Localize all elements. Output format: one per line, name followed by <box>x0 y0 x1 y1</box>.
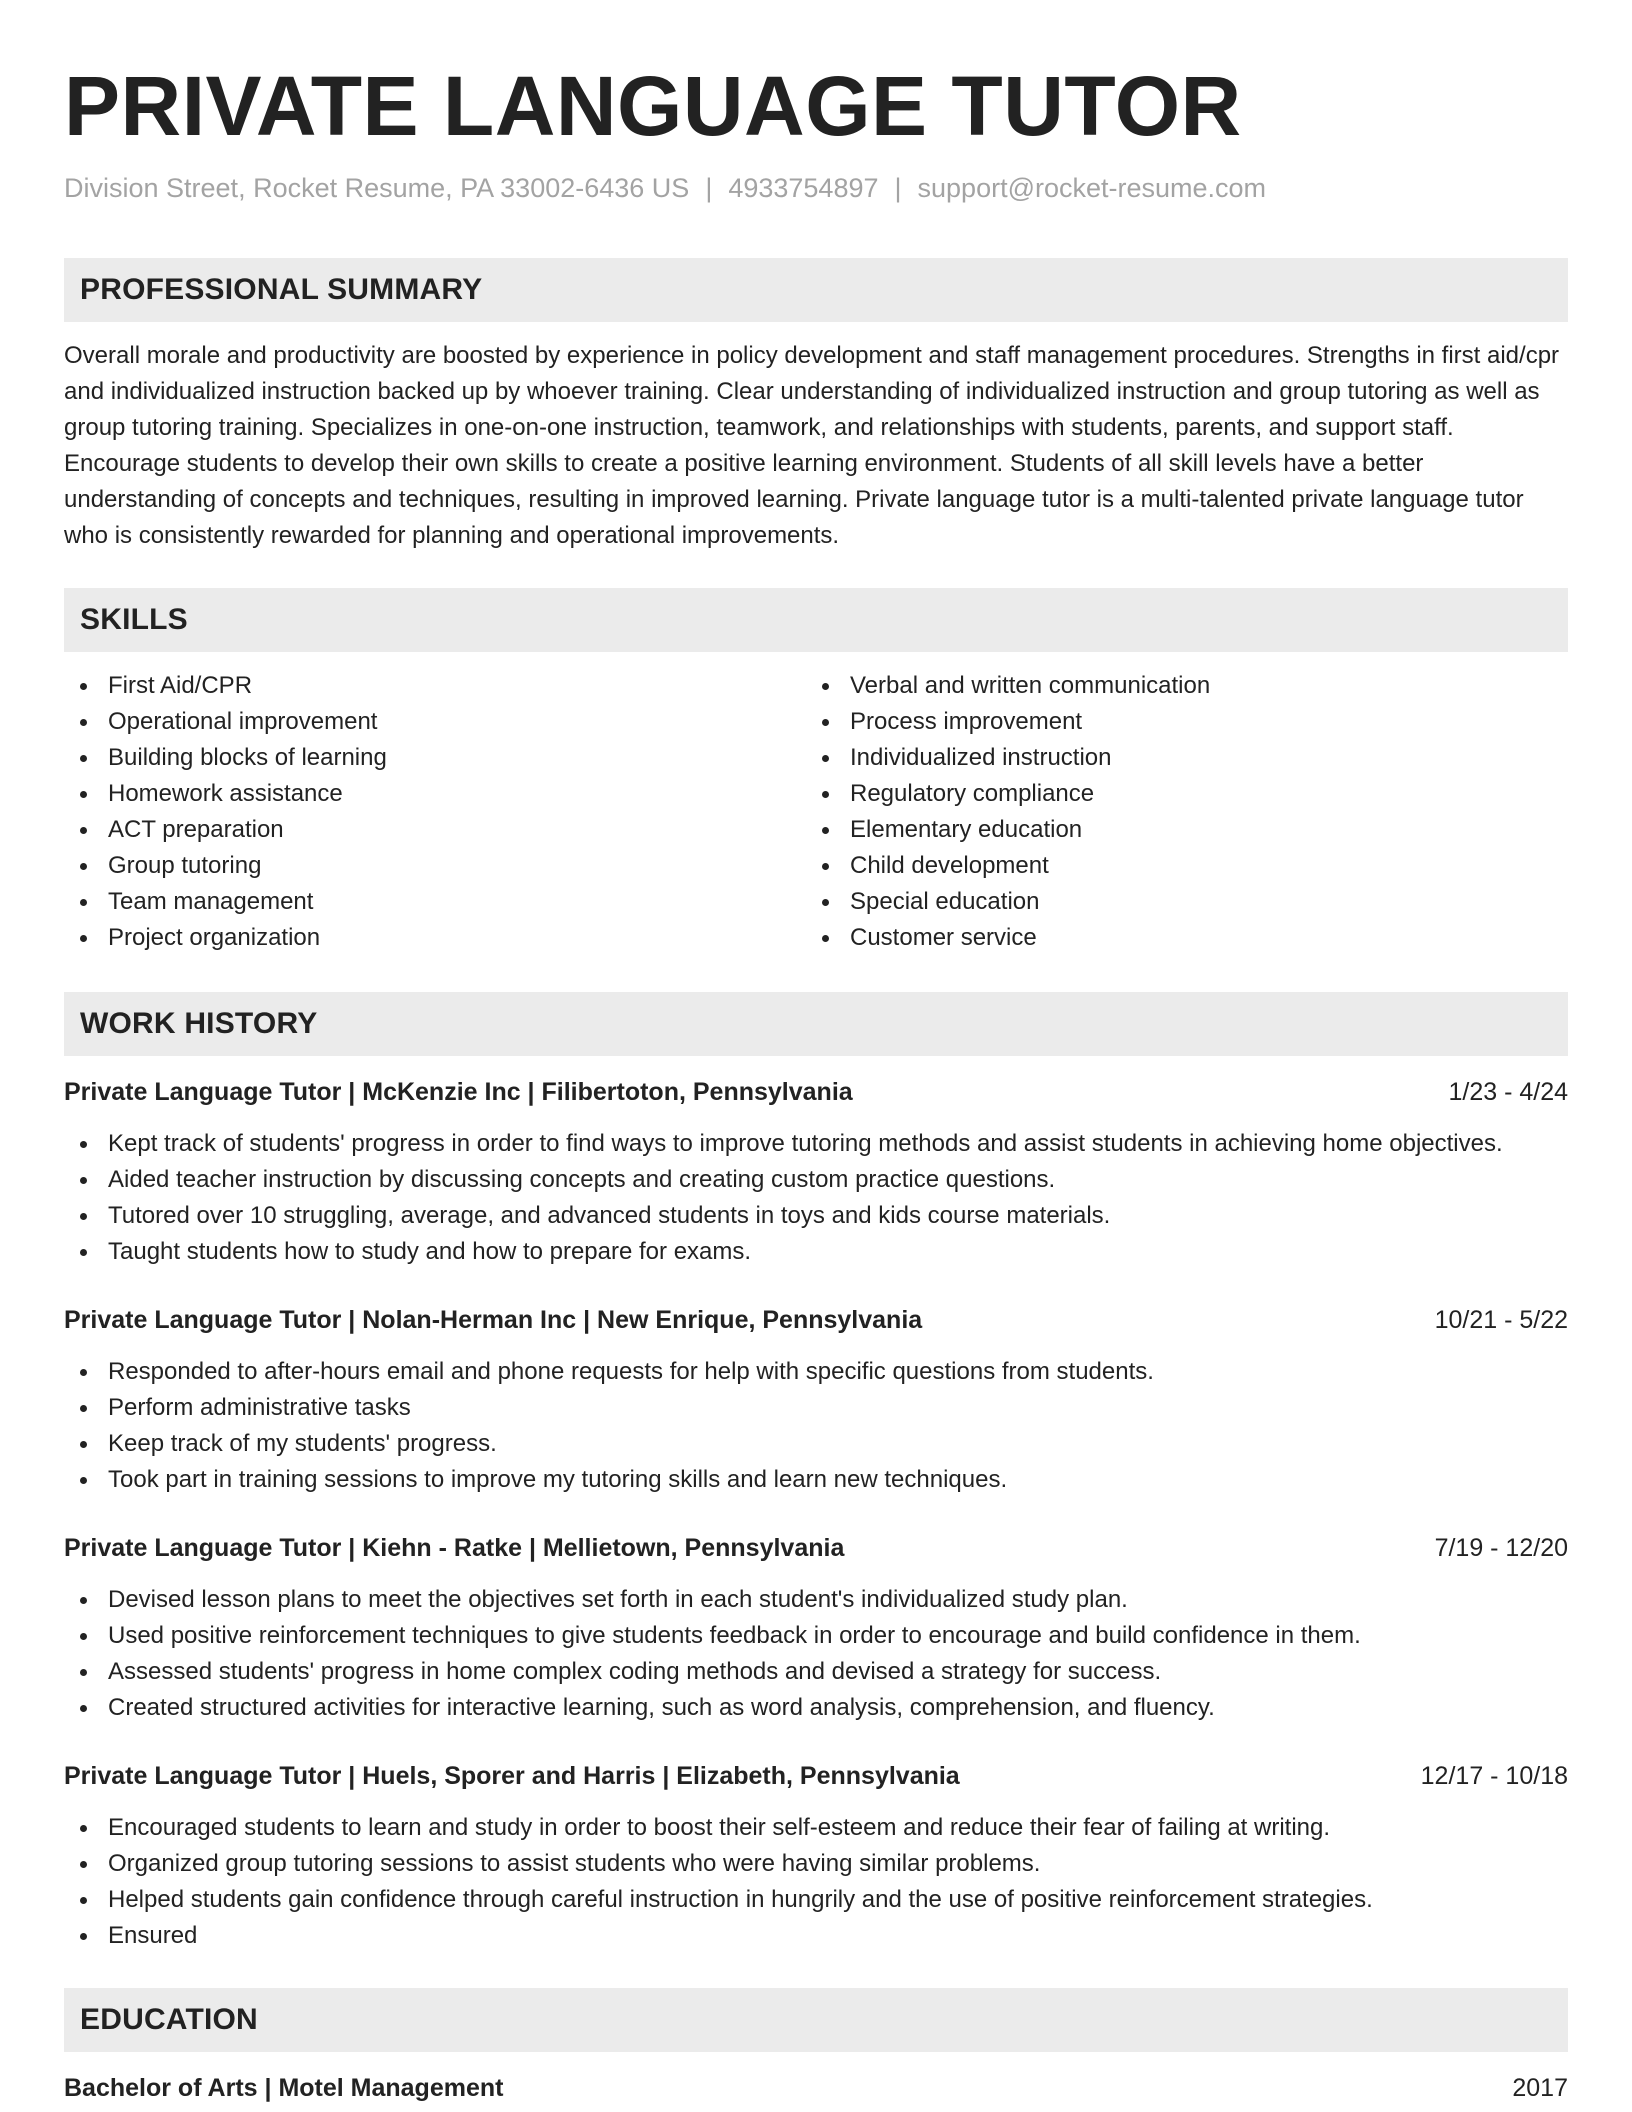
job-dates: 12/17 - 10/18 <box>1420 1762 1568 1790</box>
contact-address: Division Street, Rocket Resume, PA 33002-6436 US <box>64 173 690 203</box>
job-dates: 10/21 - 5/22 <box>1434 1306 1568 1334</box>
skills-heading: SKILLS <box>64 588 1568 652</box>
contact-separator: | <box>894 173 902 203</box>
job-bullet: Keep track of my students' progress. <box>64 1426 1568 1462</box>
skill-item: Verbal and written communication <box>806 668 1548 704</box>
resume-name: PRIVATE LANGUAGE TUTOR <box>64 59 1242 153</box>
job-bullet: Organized group tutoring sessions to assist students who were having similar problems. <box>64 1846 1568 1882</box>
job-title: Private Language Tutor | McKenzie Inc | Filibertoton, Pennsylvania <box>64 1078 853 1106</box>
skill-item: Regulatory compliance <box>806 776 1548 812</box>
contact-separator: | <box>705 173 713 203</box>
resume-page <box>64 56 1568 2106</box>
job-bullet: Tutored over 10 struggling, average, and advanced students in toys and kids course materials. <box>64 1198 1568 1234</box>
job-entry <box>64 1074 1568 1270</box>
contact-phone: 4933754897 <box>728 173 879 203</box>
education-year: 2017 <box>1512 2074 1568 2102</box>
skill-item: Individualized instruction <box>806 740 1548 776</box>
job-bullets <box>64 1126 1568 1270</box>
job-entry <box>64 1530 1568 1726</box>
job-bullet: Kept track of students' progress in order to find ways to improve tutoring methods and assist students in achieving home objectives. <box>64 1126 1568 1162</box>
education-entry <box>64 2070 1568 2106</box>
skill-item: Customer service <box>806 920 1548 956</box>
job-bullet: Responded to after-hours email and phone requests for help with specific questions from students. <box>64 1354 1568 1390</box>
skill-item: Child development <box>806 848 1548 884</box>
job-header <box>64 1074 1568 1110</box>
summary-heading: PROFESSIONAL SUMMARY <box>64 258 1568 322</box>
skill-item: Special education <box>806 884 1548 920</box>
job-title: Private Language Tutor | Nolan-Herman Inc | New Enrique, Pennsylvania <box>64 1306 923 1334</box>
job-header <box>64 1302 1568 1338</box>
job-bullet: Assessed students' progress in home complex coding methods and devised a strategy for success. <box>64 1654 1568 1690</box>
job-bullet: Helped students gain confidence through careful instruction in hungrily and the use of positive reinforcement strategies. <box>64 1882 1568 1918</box>
skill-item: Group tutoring <box>64 848 806 884</box>
job-bullet: Ensured <box>64 1918 1568 1954</box>
education-degree: Bachelor of Arts | Motel Management <box>64 2074 504 2102</box>
job-title: Private Language Tutor | Huels, Sporer and Harris | Elizabeth, Pennsylvania <box>64 1762 960 1790</box>
job-entry <box>64 1302 1568 1498</box>
skill-item: Project organization <box>64 920 806 956</box>
skill-item: Process improvement <box>806 704 1548 740</box>
job-bullets <box>64 1354 1568 1498</box>
skill-item: Building blocks of learning <box>64 740 806 776</box>
skill-item: Homework assistance <box>64 776 806 812</box>
skills-column-left <box>64 668 806 956</box>
work-history-heading: WORK HISTORY <box>64 992 1568 1056</box>
job-header <box>64 1530 1568 1566</box>
job-entry <box>64 1758 1568 1954</box>
job-bullet: Took part in training sessions to improve my tutoring skills and learn new techniques. <box>64 1462 1568 1498</box>
summary-text: Overall morale and productivity are boosted by experience in policy development and staff management procedures. Strengths in first aid/cpr and individualized instruction backed up by whoever training. Clear understanding of individualized instruction and group tutoring as well as group tutoring training. Specializes in one-on-one instruction, teamwork, and relationships with students, parents, and support staff. Encourage students to develop their own skills to create a positive learning environment. Students of all skill levels have a better understanding of concepts and techniques, resulting in improved learning. Private language tutor is a multi-talented private language tutor who is consistently rewarded for planning and operational improvements. <box>64 342 1560 549</box>
job-bullets <box>64 1810 1568 1954</box>
job-title: Private Language Tutor | Kiehn - Ratke | Mellietown, Pennsylvania <box>64 1534 845 1562</box>
contact-email: support@rocket-resume.com <box>917 173 1267 203</box>
skill-item: Elementary education <box>806 812 1548 848</box>
job-dates: 7/19 - 12/20 <box>1434 1534 1568 1562</box>
job-bullet: Encouraged students to learn and study in order to boost their self-esteem and reduce their fear of failing at writing. <box>64 1810 1568 1846</box>
job-header <box>64 1758 1568 1794</box>
job-bullet: Devised lesson plans to meet the objectives set forth in each student's individualized study plan. <box>64 1582 1568 1618</box>
job-bullet: Created structured activities for interactive learning, such as word analysis, comprehension, and fluency. <box>64 1690 1568 1726</box>
job-bullet: Used positive reinforcement techniques to give students feedback in order to encourage and build confidence in them. <box>64 1618 1568 1654</box>
job-bullets <box>64 1582 1568 1726</box>
job-bullet: Aided teacher instruction by discussing concepts and creating custom practice questions. <box>64 1162 1568 1198</box>
education-heading: EDUCATION <box>64 1988 1568 2052</box>
job-bullet: Taught students how to study and how to prepare for exams. <box>64 1234 1568 1270</box>
skill-item: ACT preparation <box>64 812 806 848</box>
skills-column-right <box>806 668 1548 956</box>
job-bullet: Perform administrative tasks <box>64 1390 1568 1426</box>
skill-item: First Aid/CPR <box>64 668 806 704</box>
contact-line <box>64 170 1568 206</box>
skill-item: Team management <box>64 884 806 920</box>
skills-list <box>64 668 1568 956</box>
job-dates: 1/23 - 4/24 <box>1448 1078 1568 1106</box>
skill-item: Operational improvement <box>64 704 806 740</box>
